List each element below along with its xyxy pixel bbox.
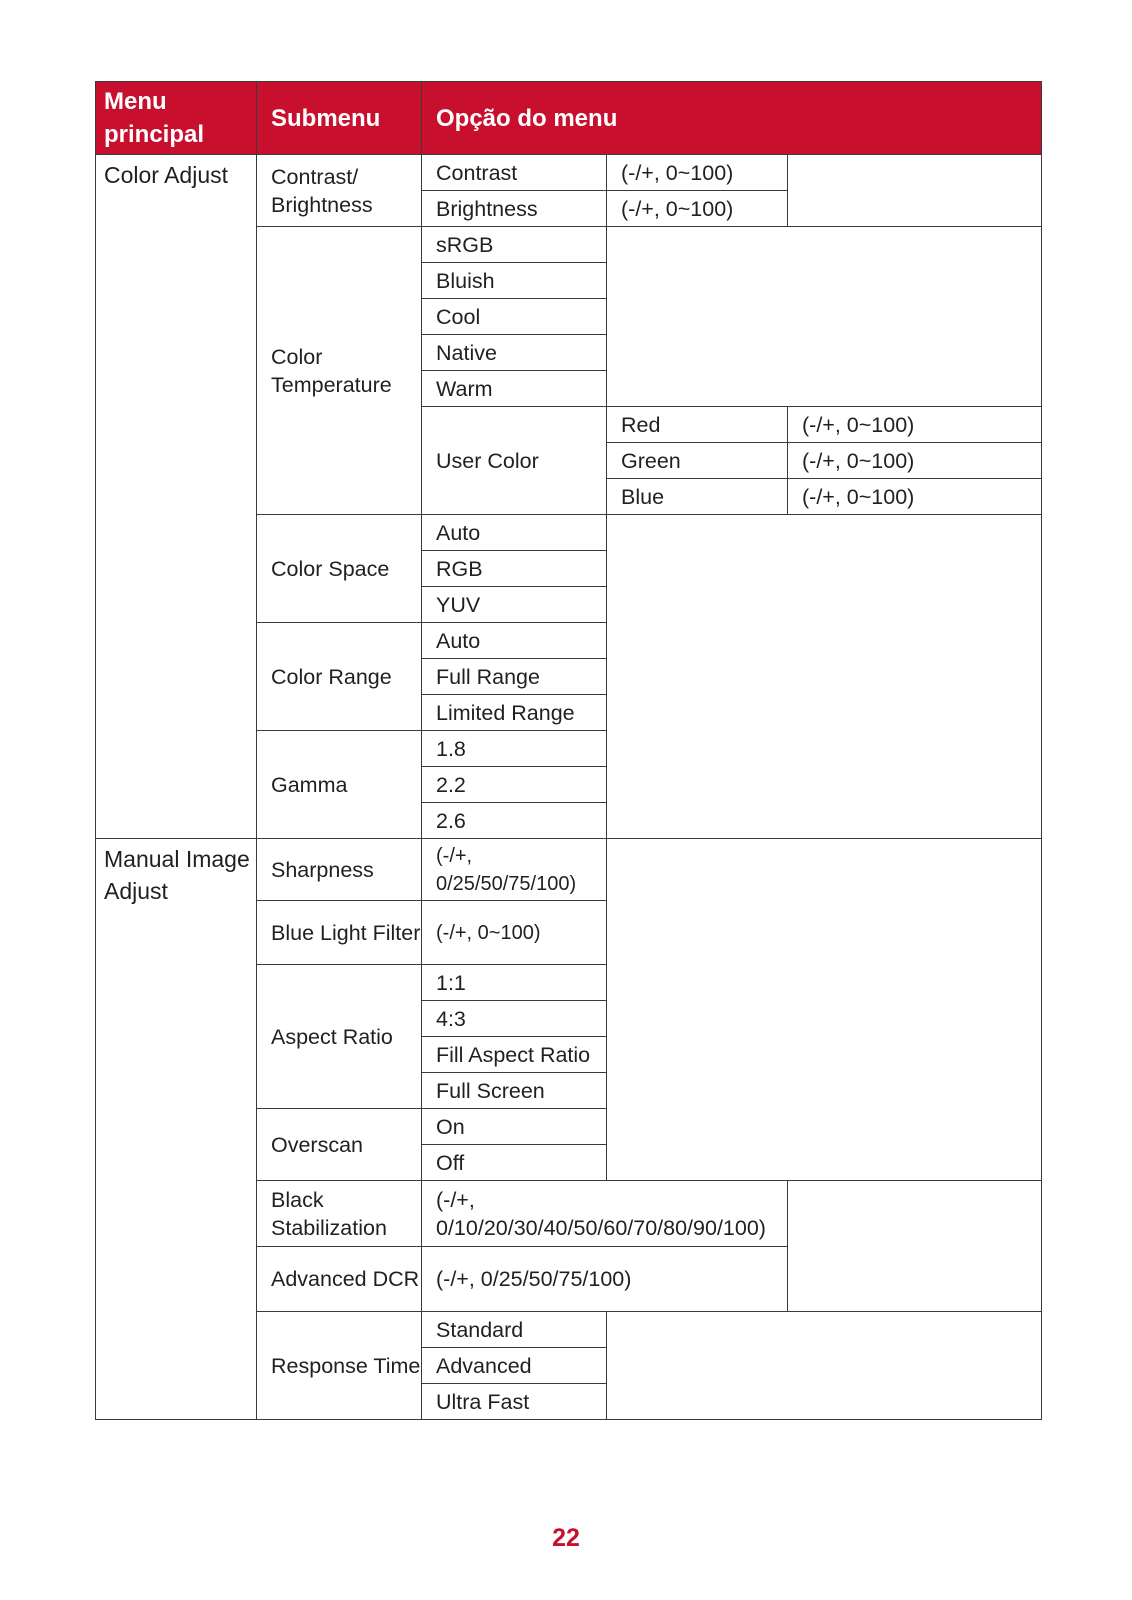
submenu-gamma: Gamma	[257, 731, 422, 839]
option-contrast: Contrast	[422, 155, 607, 191]
option-on: On	[422, 1109, 607, 1145]
option-gamma-2-2: 2.2	[422, 767, 607, 803]
page-number: 22	[552, 1524, 580, 1552]
submenu-contrast-brightness: Contrast/ Brightness	[257, 155, 422, 227]
submenu-blue-light-filter: Blue Light Filter	[257, 901, 422, 965]
option-user-color: User Color	[422, 407, 607, 515]
empty-cell	[607, 515, 1042, 839]
submenu-color-space: Color Space	[257, 515, 422, 623]
option-blue: Blue	[607, 479, 788, 515]
option-sharpness-range: (-/+, 0/25/50/75/100)	[422, 839, 607, 901]
option-full-screen: Full Screen	[422, 1073, 607, 1109]
header-row	[96, 82, 1042, 155]
empty-cell	[607, 1312, 1042, 1420]
table-row	[96, 839, 1042, 901]
submenu-advanced-dcr: Advanced DCR	[257, 1247, 422, 1312]
submenu-response-time: Response Time	[257, 1312, 422, 1420]
menu-table	[95, 81, 1042, 1420]
option-brightness: Brightness	[422, 191, 607, 227]
header-main-menu: Menu principal	[96, 82, 257, 155]
table-row	[96, 155, 1042, 191]
option-blue-range: (-/+, 0~100)	[788, 479, 1042, 515]
option-red: Red	[607, 407, 788, 443]
empty-cell	[607, 839, 1042, 1181]
option-blue-light-range: (-/+, 0~100)	[422, 901, 607, 965]
option-gamma-2-6: 2.6	[422, 803, 607, 839]
option-green-range: (-/+, 0~100)	[788, 443, 1042, 479]
submenu-aspect-ratio: Aspect Ratio	[257, 965, 422, 1109]
option-yuv: YUV	[422, 587, 607, 623]
submenu-black-stabilization: Black Stabilization	[257, 1181, 422, 1247]
option-gamma-1-8: 1.8	[422, 731, 607, 767]
header-menu-option: Opção do menu	[422, 82, 1042, 155]
option-warm: Warm	[422, 371, 607, 407]
option-auto: Auto	[422, 623, 607, 659]
option-rgb: RGB	[422, 551, 607, 587]
main-menu-color-adjust: Color Adjust	[96, 155, 257, 839]
option-black-stabilization-range: (-/+, 0/10/20/30/40/50/60/70/80/90/100)	[422, 1181, 788, 1247]
option-green: Green	[607, 443, 788, 479]
submenu-color-temperature: Color Temperature	[257, 227, 422, 515]
option-red-range: (-/+, 0~100)	[788, 407, 1042, 443]
option-fill-aspect-ratio: Fill Aspect Ratio	[422, 1037, 607, 1073]
option-bluish: Bluish	[422, 263, 607, 299]
option-off: Off	[422, 1145, 607, 1181]
option-native: Native	[422, 335, 607, 371]
empty-cell	[788, 1181, 1042, 1312]
option-4-3: 4:3	[422, 1001, 607, 1037]
empty-cell	[607, 227, 1042, 407]
submenu-color-range: Color Range	[257, 623, 422, 731]
main-menu-manual-image-adjust: Manual Image Adjust	[96, 839, 257, 1420]
option-ultra-fast: Ultra Fast	[422, 1384, 607, 1420]
option-full-range: Full Range	[422, 659, 607, 695]
header-submenu: Submenu	[257, 82, 422, 155]
option-auto: Auto	[422, 515, 607, 551]
option-contrast-range: (-/+, 0~100)	[607, 155, 788, 191]
submenu-overscan: Overscan	[257, 1109, 422, 1181]
option-advanced-dcr-range: (-/+, 0/25/50/75/100)	[422, 1247, 788, 1312]
option-cool: Cool	[422, 299, 607, 335]
option-srgb: sRGB	[422, 227, 607, 263]
option-advanced: Advanced	[422, 1348, 607, 1384]
empty-cell	[788, 155, 1042, 227]
option-brightness-range: (-/+, 0~100)	[607, 191, 788, 227]
option-1-1: 1:1	[422, 965, 607, 1001]
option-standard: Standard	[422, 1312, 607, 1348]
submenu-sharpness: Sharpness	[257, 839, 422, 901]
option-limited-range: Limited Range	[422, 695, 607, 731]
